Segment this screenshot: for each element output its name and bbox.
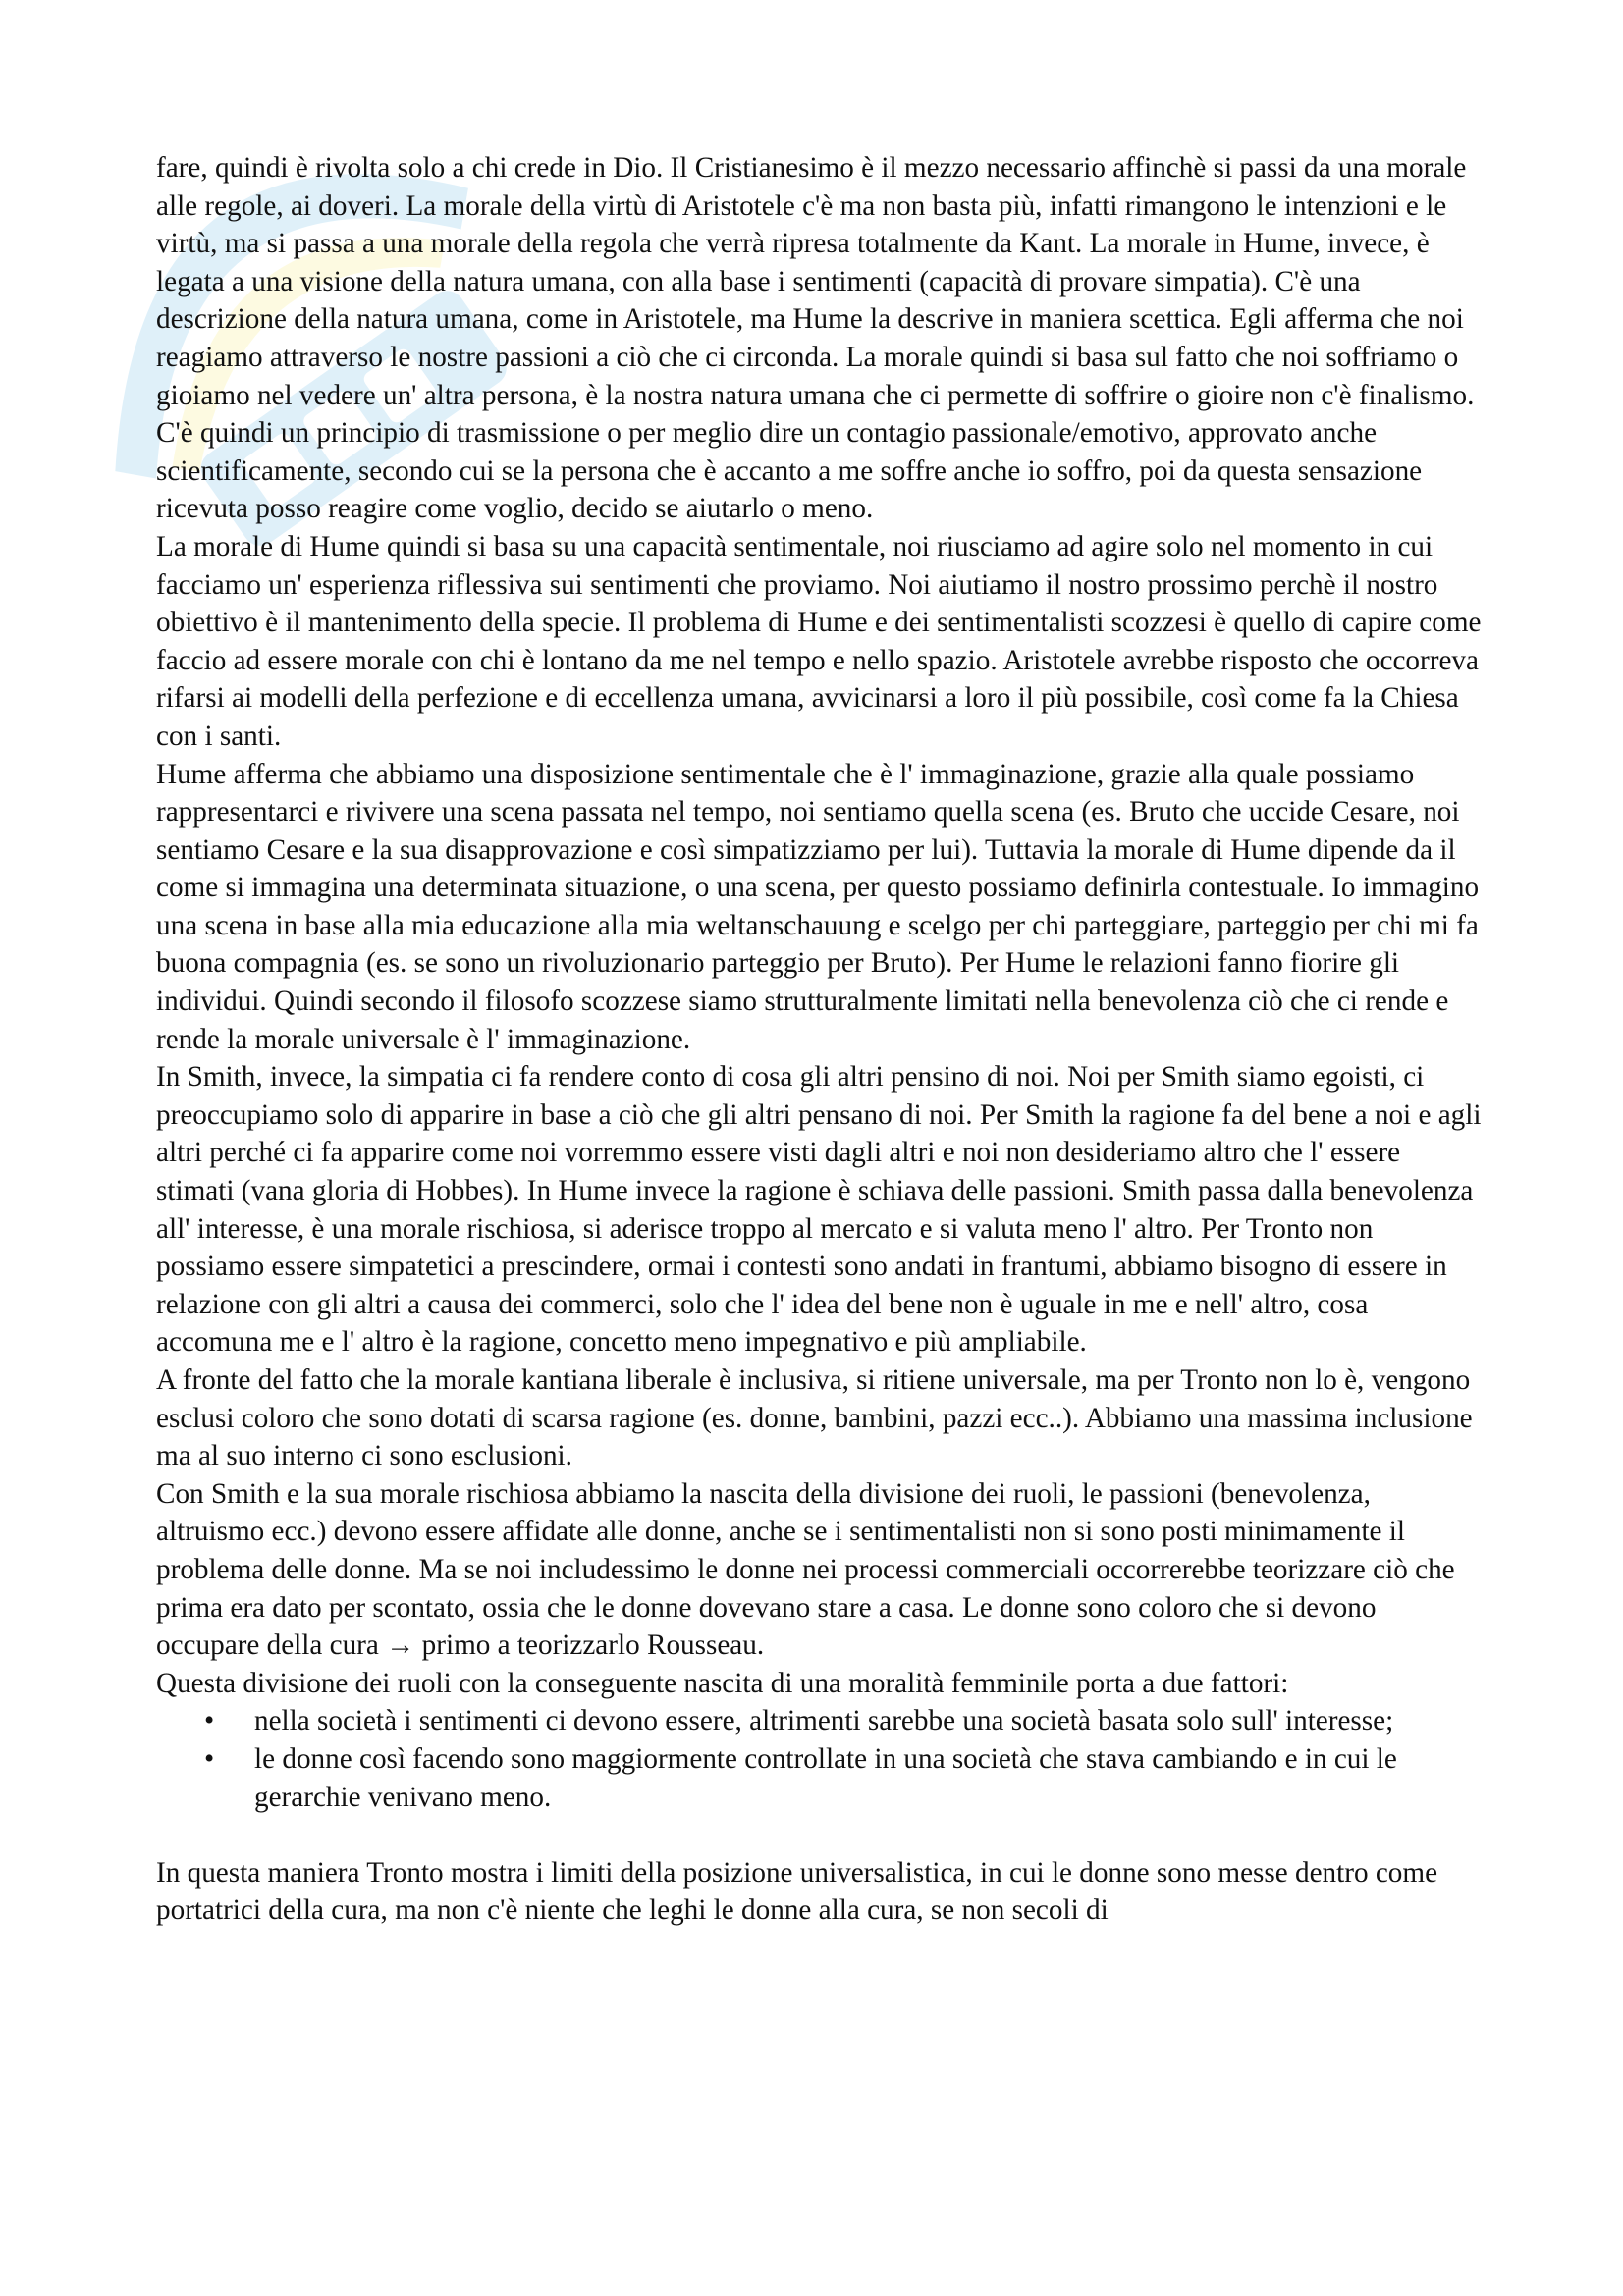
paragraph: Questa divisione dei ruoli con la conseguente nascita di una moralità femminile porta a due fattori: [156, 1667, 1289, 1699]
paragraph: La morale di Hume quindi si basa su una capacità sentimentale, noi riusciamo ad agire solo nel momento in cui facciamo un' esperienza riflessiva sui sentimenti che proviamo. Noi aiutiamo il nostro prossimo perchè il nostro obiettivo è il mantenimento della specie. Il problema di Hume e dei sentimentalisti scozzesi è quello di capire come faccio ad essere morale con chi è lontano da me nel tempo e nello spazio. Aristotele avrebbe risposto che occorreva rifarsi ai modelli della perfezione e di eccellenza umana, avvicinarsi a loro il più possibile, così come fa la Chiesa con i santi. [156, 530, 1482, 752]
list-item [156, 1740, 1482, 1816]
paragraph: Hume afferma che abbiamo una disposizione sentimentale che è l' immaginazione, grazie alla quale possiamo rappresentarci e rivivere una scena passata nel tempo, noi sentiamo quella scena (es. Bruto che uccide Cesare, noi sentiamo Cesare e la sua disapprovazione e così simpatizziamo per lui). Tuttavia la morale di Hume dipende da il come si immagina una determinata situazione, o una scena, per questo possiamo definirla contestuale. Io immagino una scena in base alla mia educazione alla mia weltanschauung e scelgo per chi parteggiare, parteggio per chi mi fa buona compagnia (es. se sono un rivoluzionario parteggio per Bruto). Per Hume le relazioni fanno fiorire gli individui. Quindi secondo il filosofo scozzese siamo strutturalmente limitati nella benevolenza ciò che ci rende e rende la morale universale è l' immaginazione. [156, 758, 1480, 1055]
paragraph: In Smith, invece, la simpatia ci fa rendere conto di cosa gli altri pensino di noi. Noi per Smith siamo egoisti, ci preoccupiamo solo di apparire in base a ciò che gli altri pensano di noi. Per Smith la ragione fa del bene a noi e agli altri perché ci fa apparire come noi vorremmo essere visti dagli altri e noi non desideriamo altro che l' essere stimati (vana gloria di Hobbes). In Hume invece la ragione è schiava delle passioni. Smith passa dalla benevolenza all' interesse, è una morale rischiosa, si aderisce troppo al mercato e si valuta meno l' altro. Per Tronto non possiamo essere simpatetici a prescindere, ormai i contesti sono andati in frantumi, abbiamo bisogno di essere in relazione con gli altri a causa dei commerci, solo che l' idea del bene non è uguale in me e nell' altro, cosa accomuna me e l' altro è la ragione, concetto meno impegnativo e più ampliabile. [156, 1061, 1482, 1359]
document-body [156, 149, 1482, 1930]
list-item-text: nella società i sentimenti ci devono essere, altrimenti sarebbe una società basata solo sull' interesse; [254, 1705, 1394, 1737]
closing-paragraph: In questa maniera Tronto mostra i limiti della posizione universalistica, in cui le donne sono messe dentro come portatrici della cura, ma non c'è niente che leghi le donne alla cura, se non secoli di [156, 1856, 1438, 1927]
list-item [156, 1702, 1482, 1740]
paragraph: A fronte del fatto che la morale kantiana liberale è inclusiva, si ritiene universale, ma per Tronto non lo è, vengono esclusi coloro che sono dotati di scarsa ragione (es. donne, bambini, pazzi ecc..). Abbiamo una massima inclusione ma al suo interno ci sono esclusioni. [156, 1364, 1473, 1472]
list-item-text: le donne così facendo sono maggiormente controllate in una società che stava cambiando e in cui le gerarchie venivano meno. [254, 1742, 1397, 1813]
bullet-icon: • [204, 1705, 215, 1737]
paragraph: fare, quindi è rivolta solo a chi crede in Dio. Il Cristianesimo è il mezzo necessario affinchè si passi da una morale alle regole, ai doveri. La morale della virtù di Aristotele c'è ma non basta più, infatti rimangono le intenzioni e le virtù, ma si passa a una morale della regola che verrà ripresa totalmente da Kant. La morale in Hume, invece, è legata a una visione della natura umana, con alla base i sentimenti (capacità di provare simpatia). C'è una descrizione della natura umana, come in Aristotele, ma Hume la descrive in maniera scettica. Egli afferma che noi reagiamo attraverso le nostre passioni a ciò che ci circonda. La morale quindi si basa sul fatto che noi soffriamo o gioiamo nel vedere un' altra persona, è la nostra natura umana che ci permette di soffrire o gioire non c'è finalismo. C'è quindi un principio di trasmissione o per meglio dire un contagio passionale/emotivo, approvato anche scientificamente, secondo cui se la persona che è accanto a me soffre anche io soffro, poi da questa sensazione ricevuta posso reagire come voglio, decido se aiutarlo o meno. [156, 152, 1475, 525]
bullet-icon: • [204, 1742, 215, 1775]
paragraph: Con Smith e la sua morale rischiosa abbiamo la nascita della divisione dei ruoli, le passioni (benevolenza, altruismo ecc.) devono essere affidate alle donne, anche se i sentimentalisti non si sono posti minimamente il problema delle donne. Ma se noi includessimo le donne nei processi commerciali occorrerebbe teorizzare ciò che prima era dato per scontato, ossia che le donne dovevano stare a casa. Le donne sono coloro che si devono occupare della cura → primo a teorizzarlo Rousseau. [156, 1477, 1455, 1662]
bullet-list [156, 1702, 1482, 1816]
